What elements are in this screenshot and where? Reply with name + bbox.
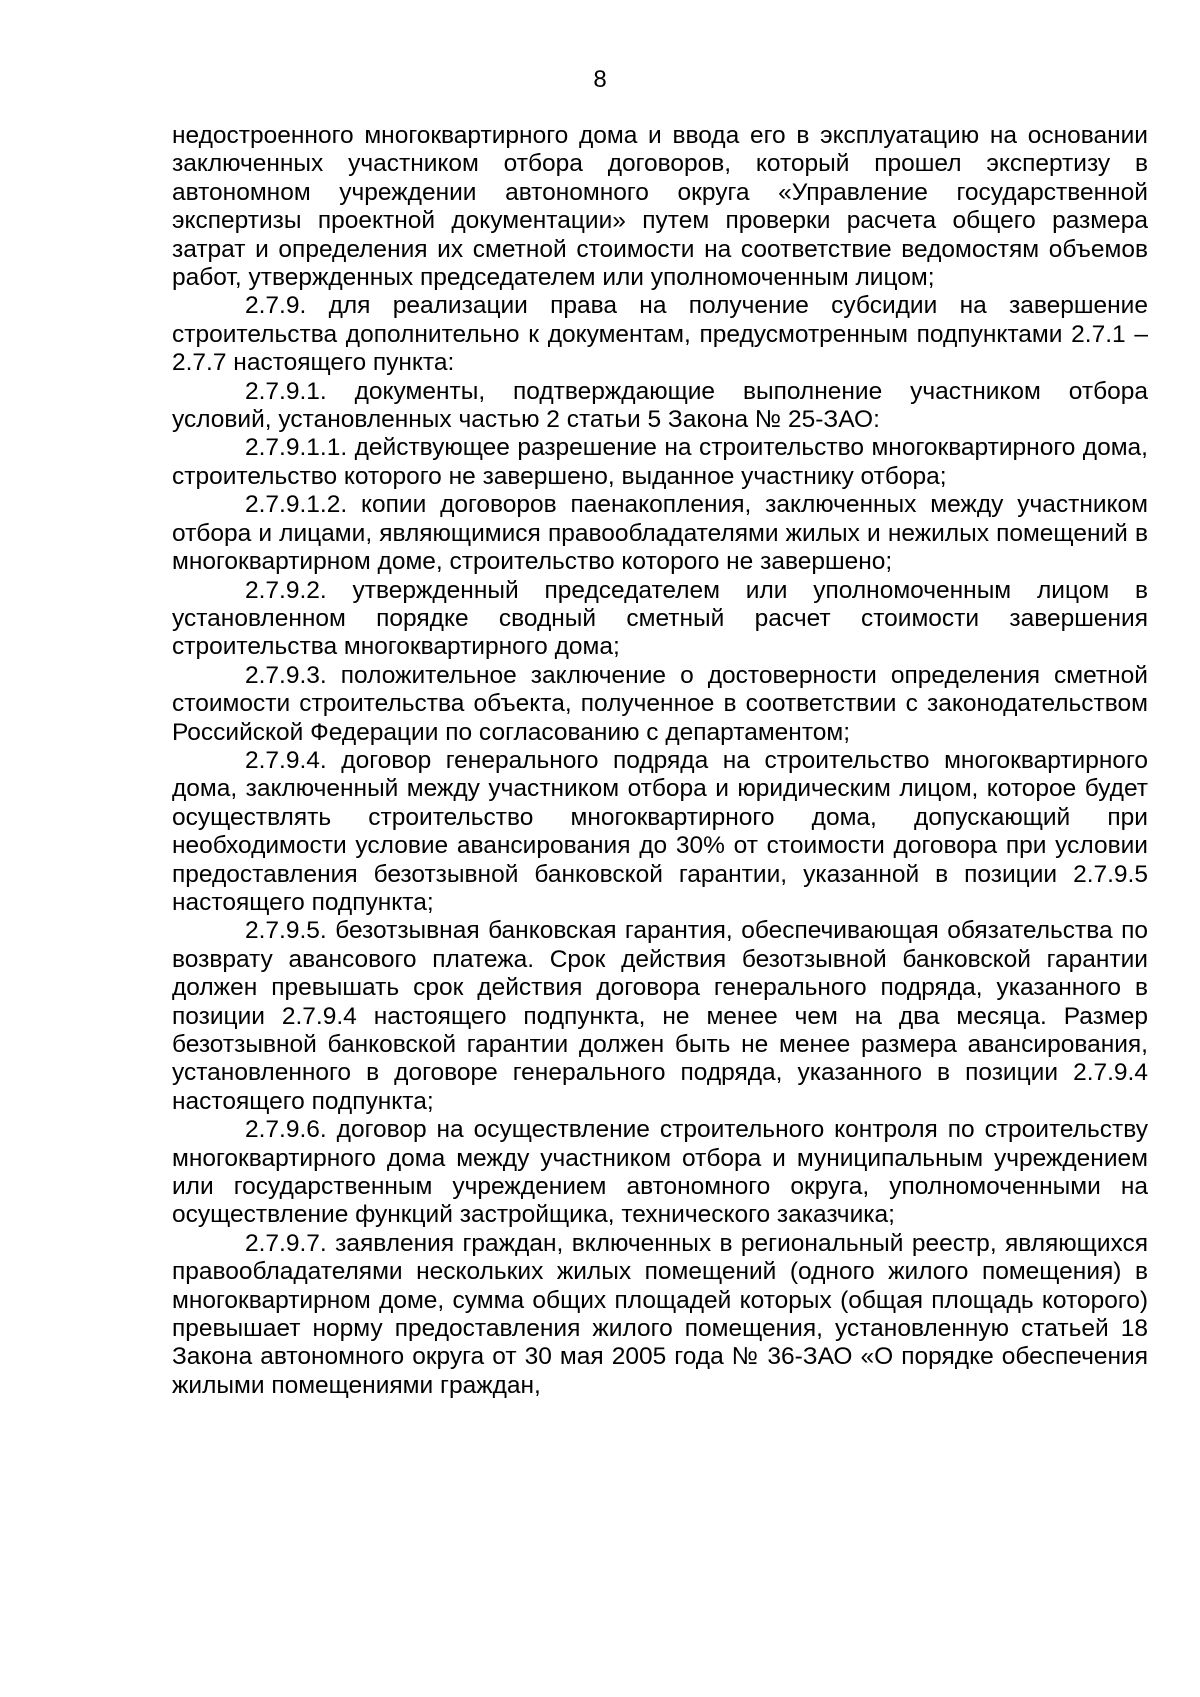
document-body xyxy=(172,122,1148,1400)
paragraph-2-7-9-1: 2.7.9.1. документы, подтверждающие выполнение участником отбора условий, установленных частью 2 статьи 5 Закона № 25-ЗАО: xyxy=(172,377,1148,434)
paragraph-2-7-9-1-1: 2.7.9.1.1. действующее разрешение на строительство многоквартирного дома, строительство которого не завершено, выданное участнику отбора; xyxy=(172,434,1148,490)
paragraph-2-7-9: 2.7.9. для реализации права на получение субсидии на завершение строительства дополнительно к документам, предусмотренным подпунктами 2.7.1 – 2.7.7 настоящего пункта: xyxy=(172,292,1148,377)
paragraph-2-7-9-5: 2.7.9.5. безотзывная банковская гарантия, обеспечивающая обязательства по возврату авансового платежа. Срок действия безотзывной банковской гарантии должен превышать срок действия договора генерального подряда, указанного в позиции 2.7.9.4 настоящего подпункта, не менее чем на два месяца. Размер безотзывной банковской гарантии должен быть не менее размера авансирования, установленного в договоре генерального подряда, указанного в позиции 2.7.9.4 настоящего подпункта; xyxy=(172,917,1148,1115)
paragraph-2-7-9-6: 2.7.9.6. договор на осуществление строительного контроля по строительству многоквартирного дома между участником отбора и муниципальным учреждением или государственным учреждением автономного округа, уполномоченными на осуществление функций застройщика, технического заказчика; xyxy=(172,1116,1148,1229)
paragraph-2-7-9-1-2: 2.7.9.1.2. копии договоров паенакопления, заключенных между участником отбора и лицами, являющимися правообладателями жилых и нежилых помещений в многоквартирном доме, строительство которого не завершено; xyxy=(172,491,1148,576)
paragraph-2-7-9-7: 2.7.9.7. заявления граждан, включенных в региональный реестр, являющихся правообладателями нескольких жилых помещений (одного жилого помещения) в многоквартирном доме, сумма общих площадей которых (общая площадь которого) превышает норму предоставления жилого помещения, установленную статьей 18 Закона автономного округа от 30 мая 2005 года № 36-ЗАО «О порядке обеспечения жилыми помещениями граждан, xyxy=(172,1229,1148,1399)
paragraph-2-7-9-4: 2.7.9.4. договор генерального подряда на строительство многоквартирного дома, заключенный между участником отбора и юридическим лицом, которое будет осуществлять строительство многоквартирного дома, допускающий при необходимости условие авансирования до 30% от стоимости договора при условии предоставления безотзывной банковской гарантии, указанной в позиции 2.7.9.5 настоящего подпункта; xyxy=(172,746,1148,916)
paragraph-2-7-9-3: 2.7.9.3. положительное заключение о достоверности определения сметной стоимости строительства объекта, полученное в соответствии с законодательством Российской Федерации по согласованию с департаментом; xyxy=(172,661,1148,746)
page-number: 8 xyxy=(593,66,607,93)
paragraph-2-7-9-2: 2.7.9.2. утвержденный председателем или уполномоченным лицом в установленном порядке сводный сметный расчет стоимости завершения строительства многоквартирного дома; xyxy=(172,576,1148,661)
paragraph-continuation: недостроенного многоквартирного дома и ввода его в эксплуатацию на основании заключенных участником отбора договоров, который прошел экспертизу в автономном учреждении автономного округа «Управление государственной экспертизы проектной документации» путем проверки расчета общего размера затрат и определения их сметной стоимости на соответствие ведомостям объемов работ, утвержденных председателем или уполномоченным лицом; xyxy=(172,122,1148,292)
